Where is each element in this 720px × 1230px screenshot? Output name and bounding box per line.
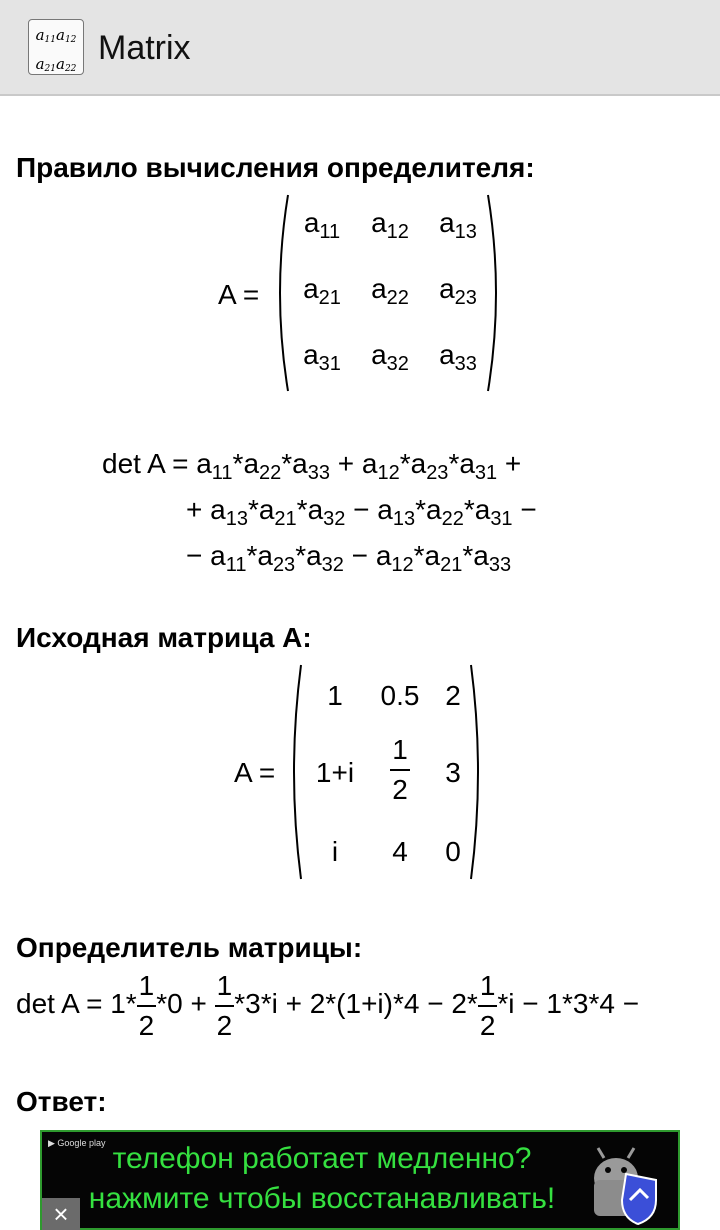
determinant-expression: det A = 1* $\frac{1}{2}$ *0 + $\frac{1}{2}$ *3*i + 2*(1+i)*4 − 2* $\frac{1}{2}$ *i − 1*3*4 − xyxy=(16,969,640,1040)
main-content xyxy=(0,96,720,1230)
input-cell-r1c2: 0.5 xyxy=(380,680,420,711)
input-cell-r3c2: 4 xyxy=(392,836,408,867)
determinant-heading: Определитель матрицы: xyxy=(16,932,363,963)
rule-matrix-lhs: A = xyxy=(218,279,260,310)
ad-line-2[interactable]: нажмите чтобы восстанавливать! xyxy=(88,1182,556,1215)
app-icon-row-2: $a_{21}a_{22}$ xyxy=(35,55,77,74)
input-cell-r2c1: 1+i xyxy=(315,757,355,788)
app-icon-row-1: $a_{11}a_{12}$ xyxy=(35,26,77,45)
det-formula-line-1: $\det A = a_{11}*a_{22}*a_{33} + a_{12}*a_{23}*a_{31}$ + xyxy=(102,448,522,484)
ad-line-1[interactable]: телефон работает медленно? xyxy=(112,1142,532,1175)
input-cell-r2c3: 3 xyxy=(445,757,461,788)
answer-heading: Ответ: xyxy=(16,1086,107,1117)
rule-matrix-cell-r1c2: $a_{12}$ xyxy=(371,207,409,243)
input-cell-r3c3: 0 xyxy=(445,836,461,867)
input-matrix-lhs: A = xyxy=(234,757,276,788)
input-cell-r1c1: 1 xyxy=(327,680,343,711)
rule-matrix-cell-r3c2: $a_{32}$ xyxy=(371,339,409,375)
input-cell-r2c2 xyxy=(370,736,430,804)
input-matrix-heading: Исходная матрица A: xyxy=(16,622,312,653)
rule-matrix-cell-r3c1: $a_{31}$ xyxy=(303,339,341,375)
det-formula-line-2: + $a_{13}*a_{21}*a_{32} - a_{13}*a_{22}*a_{31}$ − xyxy=(186,494,537,530)
input-cell-r2c2-fraction: $\frac{1}{2}$ xyxy=(392,734,408,805)
ad-close-button[interactable]: × xyxy=(42,1198,80,1230)
rule-matrix-cell-r2c1: $a_{21}$ xyxy=(303,273,341,309)
ad-banner[interactable] xyxy=(40,1130,680,1230)
android-shield-icon xyxy=(582,1138,662,1226)
google-play-badge: ▶ Google play xyxy=(48,1138,106,1148)
app-title: Matrix xyxy=(98,29,191,67)
det-formula-line-3: − $a_{11}*a_{23}*a_{32} - a_{12}*a_{21}*a_{33}$ xyxy=(186,540,512,576)
input-cell-r3c1: i xyxy=(331,836,339,867)
input-cell-r1c3: 2 xyxy=(445,680,461,711)
rule-matrix-cell-r1c1: $a_{11}$ xyxy=(303,207,341,243)
rule-matrix-cell-r2c3: $a_{23}$ xyxy=(439,273,477,309)
matrix-app-icon[interactable] xyxy=(28,19,84,75)
rule-matrix-cell-r2c2: $a_{22}$ xyxy=(371,273,409,309)
rule-matrix-cell-r3c3: $a_{33}$ xyxy=(439,339,477,375)
app-bar xyxy=(0,0,720,96)
rule-matrix-cell-r1c3: $a_{13}$ xyxy=(439,207,477,243)
rule-heading: Правило вычисления определителя: xyxy=(16,152,535,183)
